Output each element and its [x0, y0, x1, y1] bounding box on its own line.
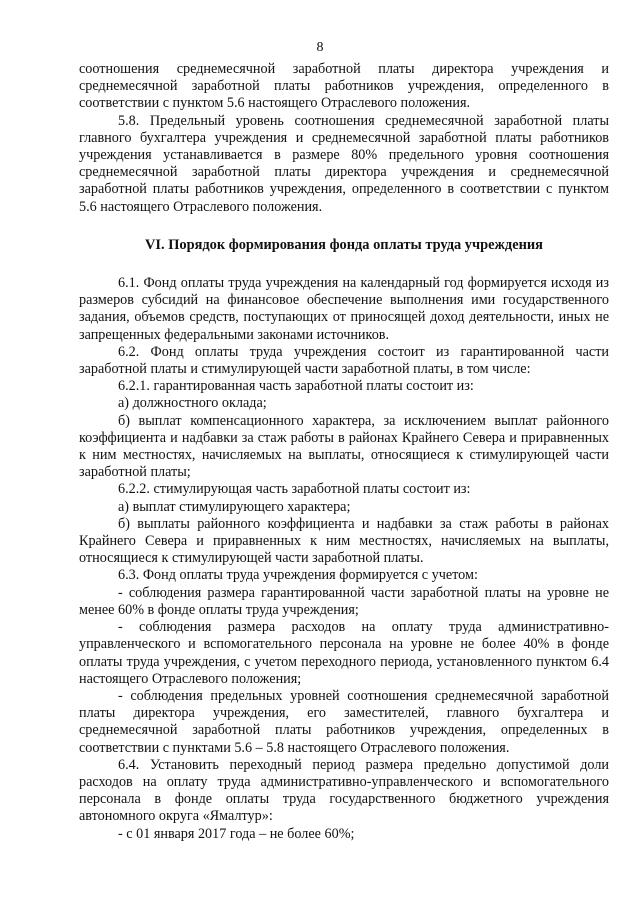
list-item-b-2: б) выплаты районного коэффициента и надбавки за стаж работы в районах Крайнего Севера и приравненных к ним местностях, начисляемых на выплаты, относящиеся к стимулирующей части заработной платы.: [79, 515, 609, 567]
bullet-2017: - с 01 января 2017 года – не более 60%;: [118, 825, 355, 842]
document-body: [79, 61, 609, 843]
paragraph-6-2-2: 6.2.2. стимулирующая часть заработной платы состоит из:: [118, 481, 471, 498]
list-item-a-2: а) выплат стимулирующего характера;: [118, 498, 351, 515]
list-item-b: б) выплат компенсационного характера, за исключением выплат районного коэффициента и надбавки за стаж работы в районах Крайнего Севера и приравненных к ним местностях, начисляемых на выплаты, относящиеся к стимулирующей части заработной платы;: [79, 412, 609, 481]
bullet-salary-ratios: - соблюдения предельных уровней соотношения среднемесячной заработной платы директора учреждения, его заместителей, главного бухгалтера и среднемесячной заработной платы работников учреждения, определенных в соответствии с пунктами 5.6 – 5.8 настоящего Отраслевого положения.: [79, 687, 609, 756]
page-number: 8: [316, 40, 324, 55]
paragraph-continuation: соотношения среднемесячной заработной платы директора учреждения и среднемесячной заработной платы работников учреждения, определенного в соответствии с пунктом 5.6 настоящего Отраслевого положения.: [79, 61, 609, 112]
bullet-admin-expenses: - соблюдения размера расходов на оплату труда административно-управленческого и вспомогательного персонала на уровне не более 40% в фонде оплаты труда учреждения, с учетом переходного периода, установленного пунктом 6.4 настоящего Отраслевого положения;: [79, 619, 609, 687]
paragraph-5-8: 5.8. Предельный уровень соотношения среднемесячной заработной платы главного бухгалтера учреждения и среднемесячной заработной платы работников учреждения устанавливается в размере 80% предельного уровня соотношения среднемесячной заработной платы директора учреждения и среднемесячной заработной платы работников учреждения, определенного в соответствии с пунктом 5.6 настоящего Отраслевого положения.: [79, 112, 609, 215]
list-item-a: а) должностного оклада;: [118, 395, 267, 412]
paragraph-6-3: 6.3. Фонд оплаты труда учреждения формируется с учетом:: [118, 567, 478, 584]
paragraph-6-2: 6.2. Фонд оплаты труда учреждения состоит из гарантированной части заработной платы и стимулирующей части заработной платы, в том числе:: [79, 343, 609, 378]
paragraph-6-4: 6.4. Установить переходный период размера предельно допустимой доли расходов на оплату труда административно-управленческого и вспомогательного персонала в фонде оплаты труда государственного бюджетного учреждения автономного округа «Ямалтур»:: [79, 756, 609, 825]
paragraph-6-1: 6.1. Фонд оплаты труда учреждения на календарный год формируется исходя из размеров субсидий на финансовое обеспечение выполнения ими государственного задания, объемов средств, поступающих от приносящей доход деятельности, иных не запрещенных федеральными законами источников.: [79, 275, 609, 343]
bullet-guaranteed-part: - соблюдения размера гарантированной части заработной платы на уровне не менее 60% в фонде оплаты труда учреждения;: [79, 584, 609, 618]
section-heading: VI. Порядок формирования фонда оплаты труда учреждения: [145, 236, 543, 253]
paragraph-6-2-1: 6.2.1. гарантированная часть заработной платы состоит из:: [118, 378, 474, 395]
